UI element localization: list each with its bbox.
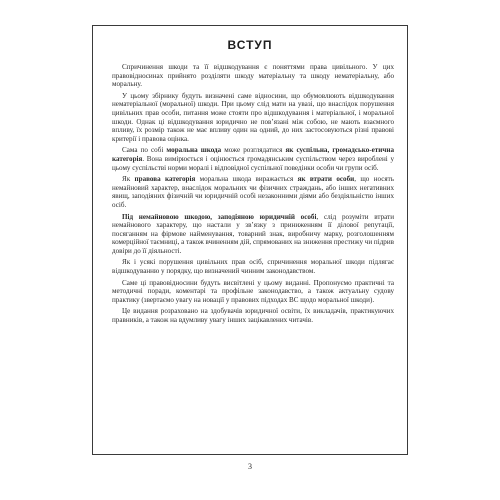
document-body: [112, 63, 394, 328]
paragraph: [112, 146, 394, 172]
paragraph: [112, 258, 394, 275]
paragraph: [112, 307, 394, 324]
paragraph-text: Спричинення шкоди та її відшкодування є поняттями права цивільного. У цих правовідносинах прийнято розділяти шкоду матеріальну та шкоду нематеріальну, або моральну.: [112, 63, 394, 89]
paragraph-text: Сама по собі: [122, 146, 167, 155]
paragraph-text: може розглядатися: [221, 146, 286, 155]
paragraph-text: У цьому збірнику будуть визначені саме відносини, що обумовлюють відшкодування нематеріальної (моральної) шкоди. При цьому слід мати на увазі, що внаслідок порушення цивільних прав особи, питання може стояти про відшкодування і матеріальної, і моральної шкоди. Однак ці відшкодування юридично не пов’язані між собою, не мають взаємного впливу, їх розмір також не має впливу один на одний, до них застосовуються різні правові критерії і правова оцінка.: [112, 91, 394, 143]
bold-term: моральна шкода: [166, 146, 222, 155]
bold-term: як суспільна, громадсько-етична категорія: [112, 146, 394, 163]
paragraph-text: Як: [122, 175, 135, 184]
bold-term: Під немайновою шкодою, заподіяною юридичній особі: [122, 212, 317, 221]
paragraph-text: моральна шкода виражається: [195, 175, 298, 184]
paragraph-text: , що носять немайновий характер, внаслідок моральних чи фізичних страждань, або інших негативних явищ, заподіяних фізичній чи юридичній особі незаконними діями або бездіяльністю інших осіб.: [112, 175, 394, 209]
paragraph-text: Це видання розраховано на здобувачів юридичної освіти, їх викладачів, практикуючих правників, а також на вдумливу увагу інших зацікавлених читачів.: [112, 307, 394, 325]
paragraph: [112, 279, 394, 305]
paragraph: [112, 63, 394, 89]
paragraph-text: Саме ці правовідносини будуть висвітлені у цьому виданні. Пропонуємо практичні та методичні поради, коментарі та профільне законодавство, а також актуальну судову практику (звертаємо увагу на новації у правових підходах ВС щодо моральної шкоди).: [112, 278, 394, 304]
bold-term: правова категорія: [134, 175, 196, 184]
paragraph: [112, 213, 394, 256]
page-number: 3: [248, 462, 252, 471]
paragraph: [112, 92, 394, 144]
paragraph: [112, 175, 394, 209]
paragraph-text: , слід розуміти втрати немайнового характеру, що настали у зв’язку з приниженням її ділової репутації, посяганням на фірмове найменування, товарний знак, виробничу марку, розголошенням комерційної таємниці, а також вчиненням дій, спрямованих на зниження престижу чи підрив довіри до її діяльності.: [112, 212, 394, 255]
bold-term: як втрати особи: [297, 175, 355, 184]
paragraph-text: Як і усякі порушення цивільних прав осіб, спричинення моральної шкоди підлягає відшкодуванню у порядку, що визначений чинним законодавством.: [112, 258, 394, 276]
page-title: ВСТУП: [227, 38, 273, 52]
paragraph-text: . Вона вимірюється і оцінюється громадянським суспільством через вироблені у цьому суспільстві норми моралі і відповідної суспільної поведінки особи чи групи осіб.: [112, 154, 394, 172]
